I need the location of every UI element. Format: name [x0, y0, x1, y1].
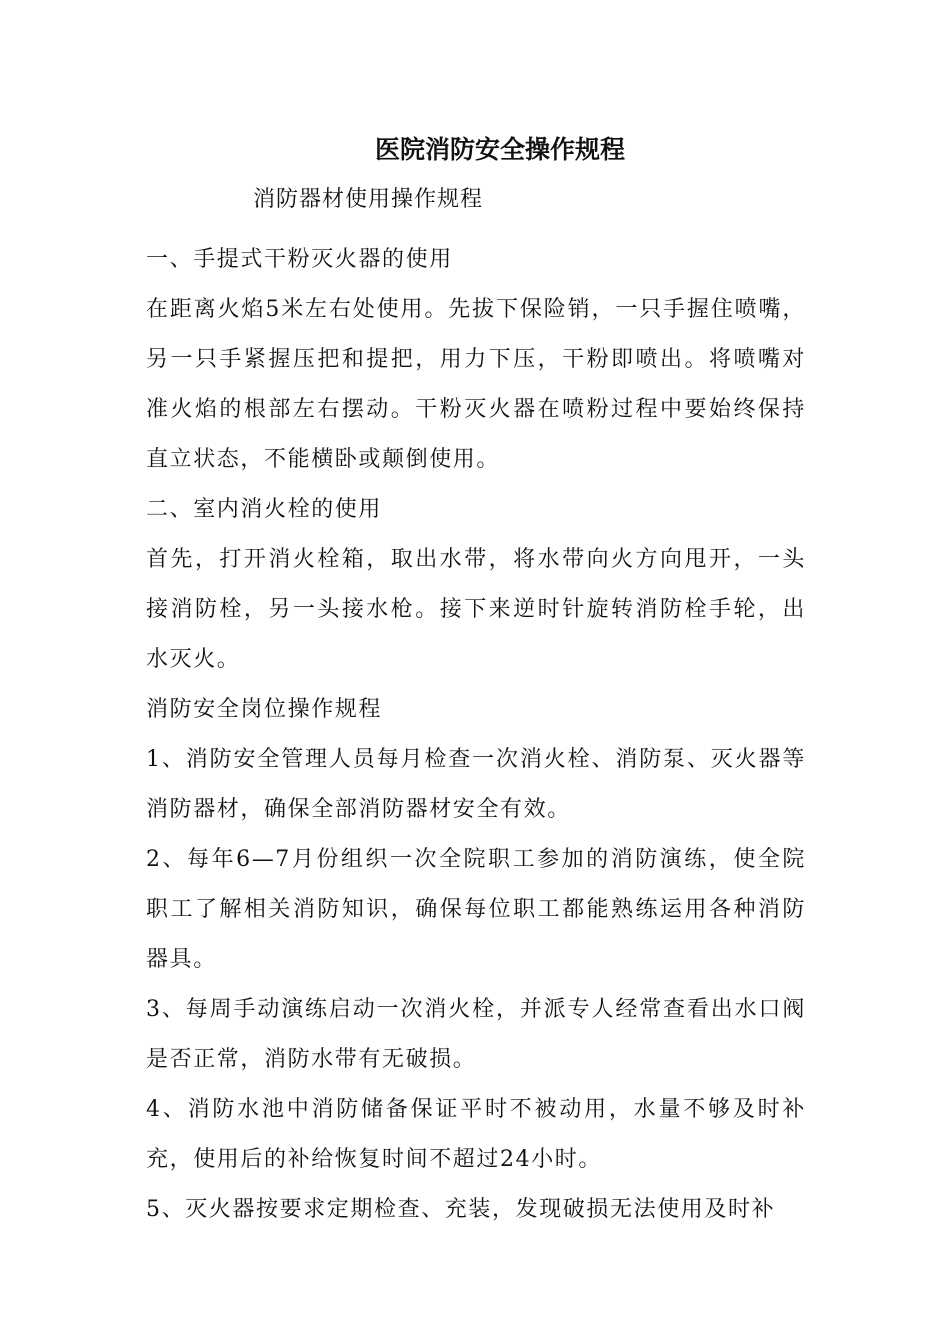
section-heading-extinguisher: 一、手提式干粉灭火器的使用	[146, 247, 453, 272]
rule-item-2: 2、每年6—7月份组织一次全院职工参加的消防演练，使全院职工了解相关消防知识，确保每位职工都能熟练运用各种消防器具。	[146, 847, 806, 972]
paragraph-hydrant-usage: 首先，打开消火栓箱，取出水带，将水带向火方向甩开，一头接消防栓，另一头接水枪。接下来逆时针旋转消防栓手轮，出水灭火。	[146, 547, 806, 672]
document-body	[146, 235, 806, 1235]
document-subtitle: 消防器材使用操作规程	[253, 187, 484, 212]
paragraph-extinguisher-usage: 在距离火焰5米左右处使用。先拔下保险销，一只手握住喷嘴，另一只手紧握压把和提把，用力下压，干粉即喷出。将喷嘴对准火焰的根部左右摆动。干粉灭火器在喷粉过程中要始终保持直立状态，不能横卧或颠倒使用。	[146, 297, 806, 472]
rule-item-1: 1、消防安全管理人员每月检查一次消火栓、消防泵、灭火器等消防器材，确保全部消防器材安全有效。	[146, 747, 806, 822]
rule-item-4: 4、消防水池中消防储备保证平时不被动用，水量不够及时补充，使用后的补给恢复时间不超过24小时。	[146, 1097, 806, 1172]
rule-item-3: 3、每周手动演练启动一次消火栓，并派专人经常查看出水口阀是否正常，消防水带有无破损。	[146, 997, 806, 1072]
document-title: 医院消防安全操作规程	[374, 135, 625, 164]
rule-item-5: 5、灭火器按要求定期检查、充装，发现破损无法使用及时补	[146, 1197, 776, 1222]
section-heading-hydrant: 二、室内消火栓的使用	[146, 497, 383, 522]
section-heading-post-rules: 消防安全岗位操作规程	[146, 697, 383, 722]
